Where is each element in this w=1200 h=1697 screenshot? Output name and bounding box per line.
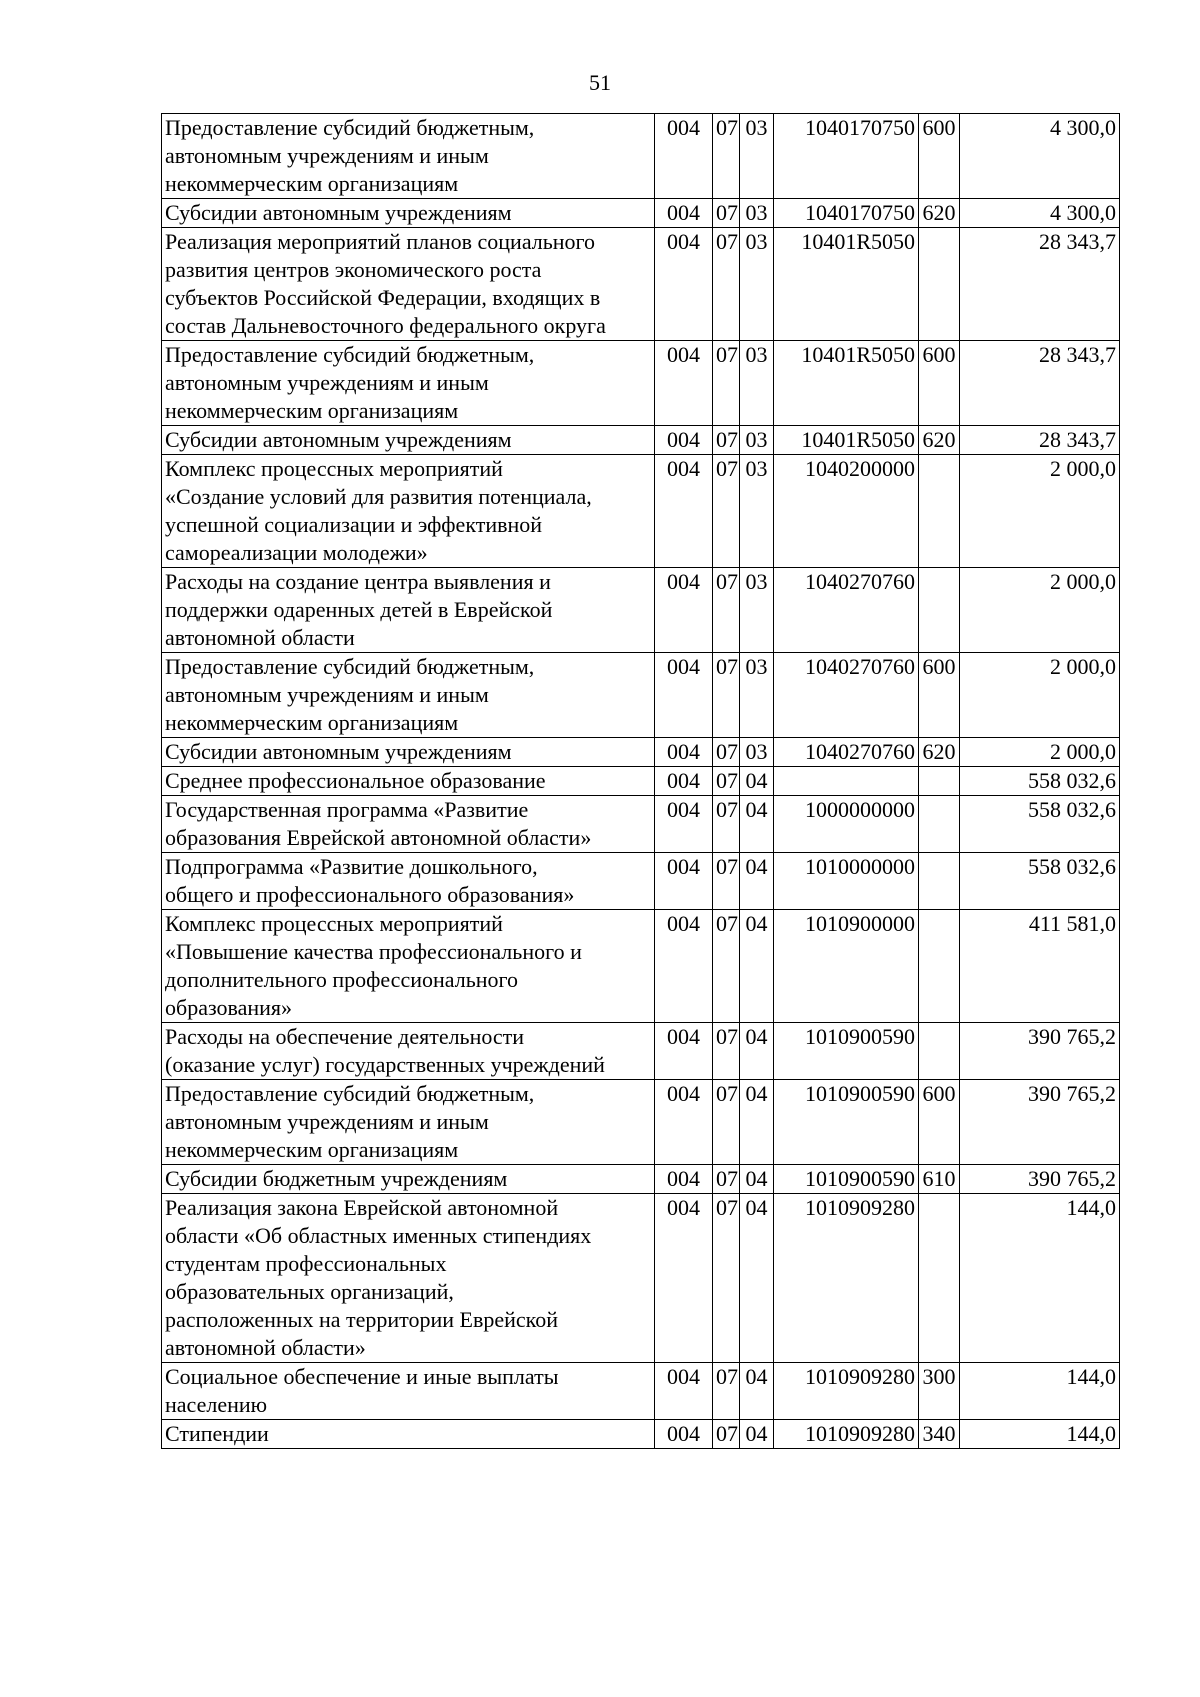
row-name-cell: Субсидии автономным учреждениям	[162, 426, 655, 455]
expense-type-code-cell	[919, 228, 960, 341]
table-row	[162, 1165, 1120, 1194]
expense-type-code-cell	[919, 1194, 960, 1363]
expense-type-code-cell: 600	[919, 653, 960, 738]
row-name-cell: Среднее профессиональное образование	[162, 767, 655, 796]
expense-type-code-cell: 600	[919, 1080, 960, 1165]
section-code-cell: 07	[713, 1080, 740, 1165]
ministry-code-cell: 004	[655, 455, 713, 568]
target-item-code-cell: 1040270760	[774, 653, 919, 738]
subsection-code-cell: 04	[740, 1080, 774, 1165]
ministry-code-cell: 004	[655, 910, 713, 1023]
target-item-code-cell	[774, 767, 919, 796]
ministry-code-cell: 004	[655, 1363, 713, 1420]
expense-type-code-cell	[919, 910, 960, 1023]
section-code-cell: 07	[713, 853, 740, 910]
section-code-cell: 07	[713, 1023, 740, 1080]
amount-cell: 2 000,0	[960, 738, 1120, 767]
amount-cell: 558 032,6	[960, 767, 1120, 796]
section-code-cell: 07	[713, 1420, 740, 1449]
subsection-code-cell: 03	[740, 455, 774, 568]
expense-type-code-cell: 620	[919, 199, 960, 228]
section-code-cell: 07	[713, 1194, 740, 1363]
expense-type-code-cell	[919, 796, 960, 853]
table-row	[162, 341, 1120, 426]
subsection-code-cell: 04	[740, 796, 774, 853]
subsection-code-cell: 04	[740, 1194, 774, 1363]
section-code-cell: 07	[713, 653, 740, 738]
expense-type-code-cell: 610	[919, 1165, 960, 1194]
section-code-cell: 07	[713, 455, 740, 568]
table-row	[162, 910, 1120, 1023]
table-row	[162, 767, 1120, 796]
ministry-code-cell: 004	[655, 114, 713, 199]
target-item-code-cell: 1010900590	[774, 1080, 919, 1165]
table-row	[162, 455, 1120, 568]
section-code-cell: 07	[713, 568, 740, 653]
expense-type-code-cell: 600	[919, 114, 960, 199]
section-code-cell: 07	[713, 114, 740, 199]
subsection-code-cell: 03	[740, 653, 774, 738]
ministry-code-cell: 004	[655, 1023, 713, 1080]
ministry-code-cell: 004	[655, 228, 713, 341]
amount-cell: 4 300,0	[960, 199, 1120, 228]
subsection-code-cell: 04	[740, 910, 774, 1023]
table-row	[162, 1194, 1120, 1363]
table-row	[162, 199, 1120, 228]
subsection-code-cell: 04	[740, 853, 774, 910]
subsection-code-cell: 04	[740, 1420, 774, 1449]
page-number: 51	[589, 70, 611, 95]
ministry-code-cell: 004	[655, 1194, 713, 1363]
table-row	[162, 568, 1120, 653]
amount-cell: 390 765,2	[960, 1080, 1120, 1165]
target-item-code-cell: 1010900590	[774, 1165, 919, 1194]
expense-type-code-cell: 300	[919, 1363, 960, 1420]
target-item-code-cell: 1010900000	[774, 910, 919, 1023]
section-code-cell: 07	[713, 1165, 740, 1194]
expense-type-code-cell	[919, 767, 960, 796]
row-name-cell: Реализация мероприятий планов социального развития центров экономического роста субъектов Российской Федерации, входящих в состав Дальневосточного федерального округа	[162, 228, 655, 341]
row-name-cell: Расходы на создание центра выявления и поддержки одаренных детей в Еврейской автономной области	[162, 568, 655, 653]
subsection-code-cell: 03	[740, 426, 774, 455]
subsection-code-cell: 04	[740, 1165, 774, 1194]
amount-cell: 144,0	[960, 1194, 1120, 1363]
ministry-code-cell: 004	[655, 738, 713, 767]
budget-table	[161, 113, 1120, 1449]
subsection-code-cell: 03	[740, 341, 774, 426]
row-name-cell: Государственная программа «Развитие образования Еврейской автономной области»	[162, 796, 655, 853]
subsection-code-cell: 03	[740, 114, 774, 199]
table-row	[162, 796, 1120, 853]
row-name-cell: Субсидии автономным учреждениям	[162, 199, 655, 228]
target-item-code-cell: 1040200000	[774, 455, 919, 568]
row-name-cell: Предоставление субсидий бюджетным, автономным учреждениям и иным некоммерческим организациям	[162, 653, 655, 738]
expense-type-code-cell: 620	[919, 738, 960, 767]
ministry-code-cell: 004	[655, 341, 713, 426]
ministry-code-cell: 004	[655, 1080, 713, 1165]
amount-cell: 558 032,6	[960, 853, 1120, 910]
table-row	[162, 1023, 1120, 1080]
section-code-cell: 07	[713, 910, 740, 1023]
amount-cell: 28 343,7	[960, 228, 1120, 341]
section-code-cell: 07	[713, 1363, 740, 1420]
table-row	[162, 738, 1120, 767]
table-row	[162, 426, 1120, 455]
amount-cell: 144,0	[960, 1363, 1120, 1420]
section-code-cell: 07	[713, 738, 740, 767]
amount-cell: 411 581,0	[960, 910, 1120, 1023]
amount-cell: 144,0	[960, 1420, 1120, 1449]
section-code-cell: 07	[713, 796, 740, 853]
ministry-code-cell: 004	[655, 767, 713, 796]
target-item-code-cell: 1010909280	[774, 1194, 919, 1363]
amount-cell: 390 765,2	[960, 1023, 1120, 1080]
ministry-code-cell: 004	[655, 853, 713, 910]
table-row	[162, 114, 1120, 199]
section-code-cell: 07	[713, 341, 740, 426]
expense-type-code-cell	[919, 568, 960, 653]
section-code-cell: 07	[713, 426, 740, 455]
subsection-code-cell: 04	[740, 767, 774, 796]
table-row	[162, 1363, 1120, 1420]
row-name-cell: Предоставление субсидий бюджетным, автономным учреждениям и иным некоммерческим организациям	[162, 114, 655, 199]
section-code-cell: 07	[713, 228, 740, 341]
row-name-cell: Подпрограмма «Развитие дошкольного, общего и профессионального образования»	[162, 853, 655, 910]
target-item-code-cell: 1010909280	[774, 1363, 919, 1420]
ministry-code-cell: 004	[655, 1420, 713, 1449]
amount-cell: 28 343,7	[960, 341, 1120, 426]
table-row	[162, 228, 1120, 341]
table-row	[162, 1420, 1120, 1449]
table-row	[162, 853, 1120, 910]
amount-cell: 2 000,0	[960, 568, 1120, 653]
target-item-code-cell: 1010909280	[774, 1420, 919, 1449]
amount-cell: 2 000,0	[960, 653, 1120, 738]
subsection-code-cell: 04	[740, 1363, 774, 1420]
target-item-code-cell: 1010000000	[774, 853, 919, 910]
amount-cell: 558 032,6	[960, 796, 1120, 853]
amount-cell: 390 765,2	[960, 1165, 1120, 1194]
expense-type-code-cell: 600	[919, 341, 960, 426]
ministry-code-cell: 004	[655, 1165, 713, 1194]
row-name-cell: Стипендии	[162, 1420, 655, 1449]
target-item-code-cell: 1010900590	[774, 1023, 919, 1080]
amount-cell: 28 343,7	[960, 426, 1120, 455]
target-item-code-cell: 1040270760	[774, 568, 919, 653]
row-name-cell: Социальное обеспечение и иные выплаты населению	[162, 1363, 655, 1420]
row-name-cell: Субсидии бюджетным учреждениям	[162, 1165, 655, 1194]
row-name-cell: Расходы на обеспечение деятельности (оказание услуг) государственных учреждений	[162, 1023, 655, 1080]
ministry-code-cell: 004	[655, 796, 713, 853]
subsection-code-cell: 03	[740, 228, 774, 341]
row-name-cell: Предоставление субсидий бюджетным, автономным учреждениям и иным некоммерческим организациям	[162, 341, 655, 426]
target-item-code-cell: 10401R5050	[774, 426, 919, 455]
subsection-code-cell: 03	[740, 568, 774, 653]
subsection-code-cell: 03	[740, 199, 774, 228]
expense-type-code-cell: 620	[919, 426, 960, 455]
row-name-cell: Субсидии автономным учреждениям	[162, 738, 655, 767]
row-name-cell: Реализация закона Еврейской автономной области «Об областных именных стипендиях студентам профессиональных образовательных организаций, расположенных на территории Еврейской автономной области»	[162, 1194, 655, 1363]
subsection-code-cell: 04	[740, 1023, 774, 1080]
target-item-code-cell: 1040170750	[774, 199, 919, 228]
target-item-code-cell: 1040270760	[774, 738, 919, 767]
amount-cell: 2 000,0	[960, 455, 1120, 568]
expense-type-code-cell	[919, 1023, 960, 1080]
target-item-code-cell: 1000000000	[774, 796, 919, 853]
target-item-code-cell: 10401R5050	[774, 341, 919, 426]
ministry-code-cell: 004	[655, 568, 713, 653]
row-name-cell: Комплекс процессных мероприятий «Создание условий для развития потенциала, успешной социализации и эффективной самореализации молодежи»	[162, 455, 655, 568]
target-item-code-cell: 1040170750	[774, 114, 919, 199]
target-item-code-cell: 10401R5050	[774, 228, 919, 341]
row-name-cell: Комплекс процессных мероприятий «Повышение качества профессионального и дополнительного профессионального образования»	[162, 910, 655, 1023]
section-code-cell: 07	[713, 199, 740, 228]
row-name-cell: Предоставление субсидий бюджетным, автономным учреждениям и иным некоммерческим организациям	[162, 1080, 655, 1165]
table-row	[162, 1080, 1120, 1165]
ministry-code-cell: 004	[655, 426, 713, 455]
ministry-code-cell: 004	[655, 653, 713, 738]
table-row	[162, 653, 1120, 738]
subsection-code-cell: 03	[740, 738, 774, 767]
expense-type-code-cell	[919, 853, 960, 910]
expense-type-code-cell	[919, 455, 960, 568]
budget-table-body	[162, 114, 1120, 1449]
amount-cell: 4 300,0	[960, 114, 1120, 199]
section-code-cell: 07	[713, 767, 740, 796]
ministry-code-cell: 004	[655, 199, 713, 228]
expense-type-code-cell: 340	[919, 1420, 960, 1449]
